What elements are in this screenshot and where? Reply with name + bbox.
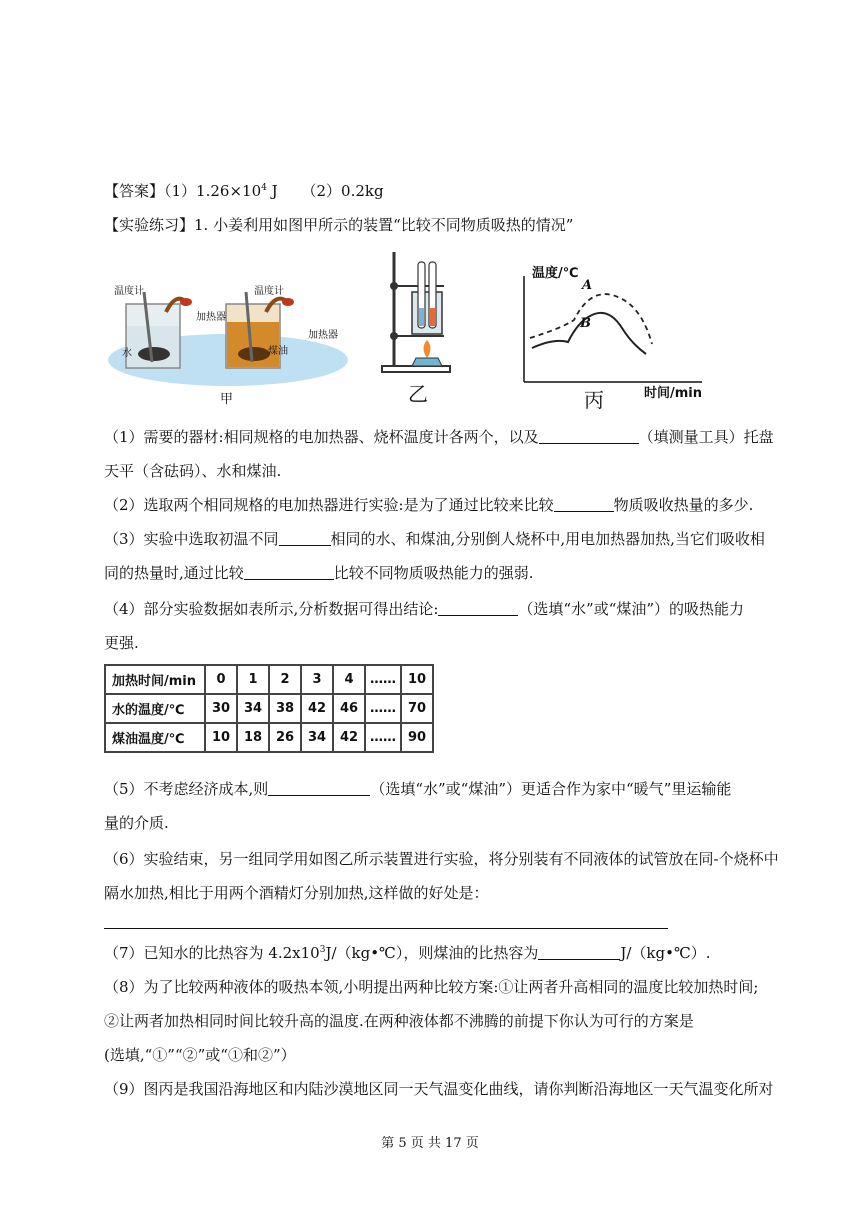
table-row — [105, 694, 433, 723]
table-cell: 90 — [401, 723, 433, 752]
table-row — [105, 665, 433, 694]
table-cell: …… — [365, 723, 401, 752]
table-cell: 1 — [237, 665, 269, 694]
q5-line1 — [104, 778, 731, 800]
q3-blank-2[interactable] — [244, 563, 334, 580]
q8-line1 — [104, 976, 758, 998]
q4-line2 — [104, 632, 139, 654]
answer-part2: （2）0.2kg — [301, 182, 384, 200]
caption-jia: 甲 — [220, 392, 234, 407]
q3-text-d: 比较不同物质吸热能力的强弱. — [333, 564, 534, 582]
q2-blank[interactable] — [554, 495, 614, 512]
q2-text-b: 物质吸收热量的多少. — [613, 496, 754, 514]
q7-text-a: （7）已知水的比热容为 4.2x10 — [104, 944, 320, 962]
q4-line1 — [104, 598, 744, 620]
page-footer: 第 5 页 共 17 页 — [381, 1136, 479, 1151]
table-cell: 10 — [205, 723, 237, 752]
table-cell: 30 — [205, 694, 237, 723]
figure-yi-illustration — [380, 248, 460, 373]
q6-text-b: 隔水加热,相比于用两个酒精灯分别加热,这样做的好处是： — [104, 884, 489, 902]
q3-line2 — [104, 562, 534, 584]
answer-unit: J — [266, 182, 278, 200]
q5-text-a: （5）不考虑经济成本,则 — [104, 780, 269, 798]
q5-text-c: 量的介质. — [104, 814, 169, 832]
table-cell: 70 — [401, 694, 433, 723]
curve-a-label: A — [582, 278, 593, 293]
table-cell: …… — [365, 694, 401, 723]
figure-jia — [104, 262, 356, 412]
q6-answer-line[interactable] — [104, 928, 668, 929]
answer-exponent: 4 — [261, 183, 267, 193]
q3-line1 — [104, 528, 765, 550]
data-table — [104, 664, 434, 753]
q1-blank[interactable] — [539, 427, 639, 444]
label-thermometer-1: 温度计 — [114, 286, 144, 297]
table-header-time: 加热时间/min — [105, 665, 205, 694]
practice-text: 1. 小姜利用如图甲所示的装置“比较不同物质吸热的情况” — [194, 216, 574, 234]
q1-line1 — [104, 426, 774, 448]
table-cell: 18 — [237, 723, 269, 752]
q1-line2 — [104, 460, 281, 482]
answer-line — [104, 180, 384, 202]
practice-line — [104, 214, 573, 236]
q4-text-b: （选填“水”或“煤油”）的吸热能力 — [518, 600, 745, 618]
table-row-label: 煤油温度/℃ — [105, 723, 205, 752]
q6-line2 — [104, 882, 489, 904]
table-cell: 34 — [237, 694, 269, 723]
table-cell: 0 — [205, 665, 237, 694]
caption-bing: 丙 — [584, 388, 604, 412]
caption-yi: 乙 — [408, 382, 428, 406]
table-cell: …… — [365, 665, 401, 694]
label-heater-2: 加热器 — [308, 330, 338, 341]
q7-text-c: J/（kg•℃）. — [620, 944, 711, 962]
q3-text-a: （3）实验中选取初温不同 — [104, 530, 279, 548]
graph-xlabel: 时间/min — [644, 386, 703, 401]
label-water: 水 — [122, 348, 132, 359]
q3-blank-1[interactable] — [279, 529, 331, 546]
figure-yi — [380, 248, 460, 408]
table-cell: 46 — [333, 694, 365, 723]
answer-label: 【答案】 — [104, 182, 165, 200]
q6-text-a: （6）实验结束，另一组同学用如图乙所示装置进行实验，将分别装有不同液体的试管放在同-个烧杯中 — [104, 850, 779, 868]
table-cell: 42 — [333, 723, 365, 752]
graph-ylabel: 温度/℃ — [532, 266, 579, 281]
table-cell: 42 — [301, 694, 333, 723]
practice-label: 【实验练习】 — [104, 216, 195, 234]
q8-text-a: （8）为了比较两种液体的吸热本领,小明提出两种比较方案:①让两者升高相同的温度比较加热时间; — [104, 978, 759, 996]
table-cell: 10 — [401, 665, 433, 694]
q7-text-b: J/（kg•℃），则煤油的比热容为 — [325, 944, 539, 962]
q2-line — [104, 494, 753, 516]
figure-bing — [512, 258, 722, 412]
q7-line — [104, 942, 711, 964]
q1-text-c: 天平（含砝码）、水和煤油. — [104, 462, 282, 480]
table-row — [105, 723, 433, 752]
q9-line1 — [104, 1078, 774, 1100]
q3-text-c: 同的热量时,通过比较 — [104, 564, 244, 582]
q7-exponent: 3 — [319, 945, 326, 955]
table-cell: 3 — [301, 665, 333, 694]
q1-text-a: （1）需要的器材:相同规格的电加热器、烧杯温度计各两个，以及 — [104, 428, 539, 446]
q9-text-a: （9）图丙是我国沿海地区和内陆沙漠地区同一天气温变化曲线，请你判断沿海地区一天气温变化所对 — [104, 1080, 774, 1098]
q8-line2 — [104, 1010, 694, 1032]
q8-line3 — [104, 1044, 296, 1066]
q5-blank[interactable] — [268, 779, 370, 796]
q5-line2 — [104, 812, 169, 834]
label-heater-1: 加热器 — [196, 312, 226, 323]
curve-b-label: B — [580, 316, 591, 331]
q3-text-b: 相同的水、和煤油,分别倒人烧杯中,用电加热器加热,当它们吸收相 — [330, 530, 765, 548]
table-row-label: 水的温度/℃ — [105, 694, 205, 723]
q4-text-c: 更强. — [104, 634, 139, 652]
table-cell: 4 — [333, 665, 365, 694]
label-thermometer-2: 温度计 — [254, 286, 284, 297]
q8-text-b: ②让两者加热相同时间比较升高的温度.在两种液体都不沸腾的前提下你认为可行的方案是 — [104, 1012, 694, 1030]
q7-blank[interactable] — [538, 943, 620, 960]
q4-text-a: （4）部分实验数据如表所示,分析数据可得出结论: — [104, 600, 439, 618]
q5-text-b: （选填“水”或“煤油”）更适合作为家中“暖气”里运输能 — [370, 780, 732, 798]
q2-text-a: （2）选取两个相同规格的电加热器进行实验:是为了通过比较来比较 — [104, 496, 554, 514]
q4-blank[interactable] — [438, 599, 518, 616]
q8-text-c: (选填,“①”“②”或“①和②”） — [104, 1046, 296, 1064]
q1-text-b: （填测量工具）托盘 — [638, 428, 774, 446]
table-cell: 26 — [269, 723, 301, 752]
table-cell: 34 — [301, 723, 333, 752]
label-oil: 煤油 — [268, 346, 288, 357]
table-cell: 2 — [269, 665, 301, 694]
answer-part1: （1）1.26×10 — [164, 182, 262, 200]
q6-line1 — [104, 848, 779, 870]
table-cell: 38 — [269, 694, 301, 723]
